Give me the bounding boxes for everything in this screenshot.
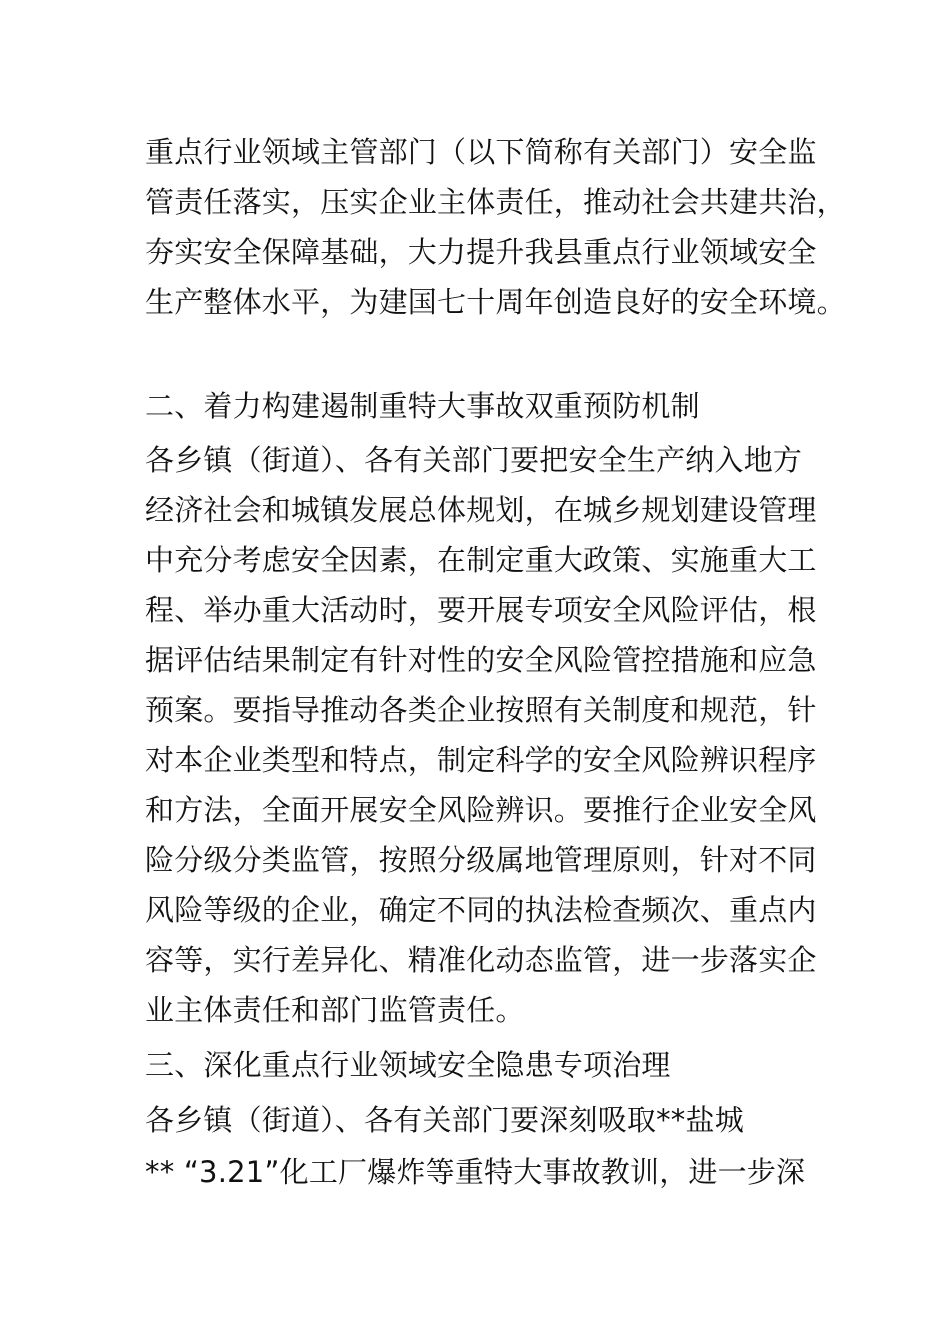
paragraph-2-line-9: 险分级分类监管，按照分级属地管理原则，针对不同 — [145, 843, 817, 877]
paragraph-2-line-10: 风险等级的企业，确定不同的执法检查频次、重点内 — [145, 893, 817, 927]
paragraph-1-line-3: 夯实安全保障基础，大力提升我县重点行业领域安全 — [145, 235, 817, 269]
section-heading-2: 二、着力构建遏制重特大事故双重预防机制 — [145, 389, 700, 423]
paragraph-2-line-3: 中充分考虑安全因素，在制定重大政策、实施重大工 — [145, 543, 817, 577]
paragraph-1-line-4: 生产整体水平，为建国七十周年创造良好的安全环境。 — [145, 285, 846, 319]
paragraph-2-line-6: 预案。要指导推动各类企业按照有关制度和规范，针 — [145, 693, 817, 727]
paragraph-2-line-11: 容等，实行差异化、精准化动态监管，进一步落实企 — [145, 943, 817, 977]
paragraph-1-line-1: 重点行业领域主管部门（以下简称有关部门）安全监 — [145, 135, 817, 169]
paragraph-1-line-2: 管责任落实，压实企业主体责任，推动社会共建共治， — [145, 185, 846, 219]
paragraph-2-line-8: 和方法，全面开展安全风险辨识。要推行企业安全风 — [145, 793, 817, 827]
paragraph-2-line-4: 程、举办重大活动时，要开展专项安全风险评估，根 — [145, 593, 817, 627]
paragraph-2-line-1: 各乡镇（街道）、各有关部门要把安全生产纳入地方 — [145, 443, 803, 477]
paragraph-2-line-2: 经济社会和城镇发展总体规划，在城乡规划建设管理 — [145, 493, 817, 527]
paragraph-3-line-2: ** “3.21”化工厂爆炸等重特大事故教训，进一步深 — [145, 1155, 806, 1189]
section-heading-3: 三、深化重点行业领域安全隐患专项治理 — [145, 1048, 671, 1082]
paragraph-3-line-1: 各乡镇（街道）、各有关部门要深刻吸取**盐城 — [145, 1103, 744, 1137]
paragraph-2-line-5: 据评估结果制定有针对性的安全风险管控措施和应急 — [145, 643, 817, 677]
paragraph-2-line-12: 业主体责任和部门监管责任。 — [145, 993, 525, 1027]
paragraph-2-line-7: 对本企业类型和特点，制定科学的安全风险辨识程序 — [145, 743, 817, 777]
